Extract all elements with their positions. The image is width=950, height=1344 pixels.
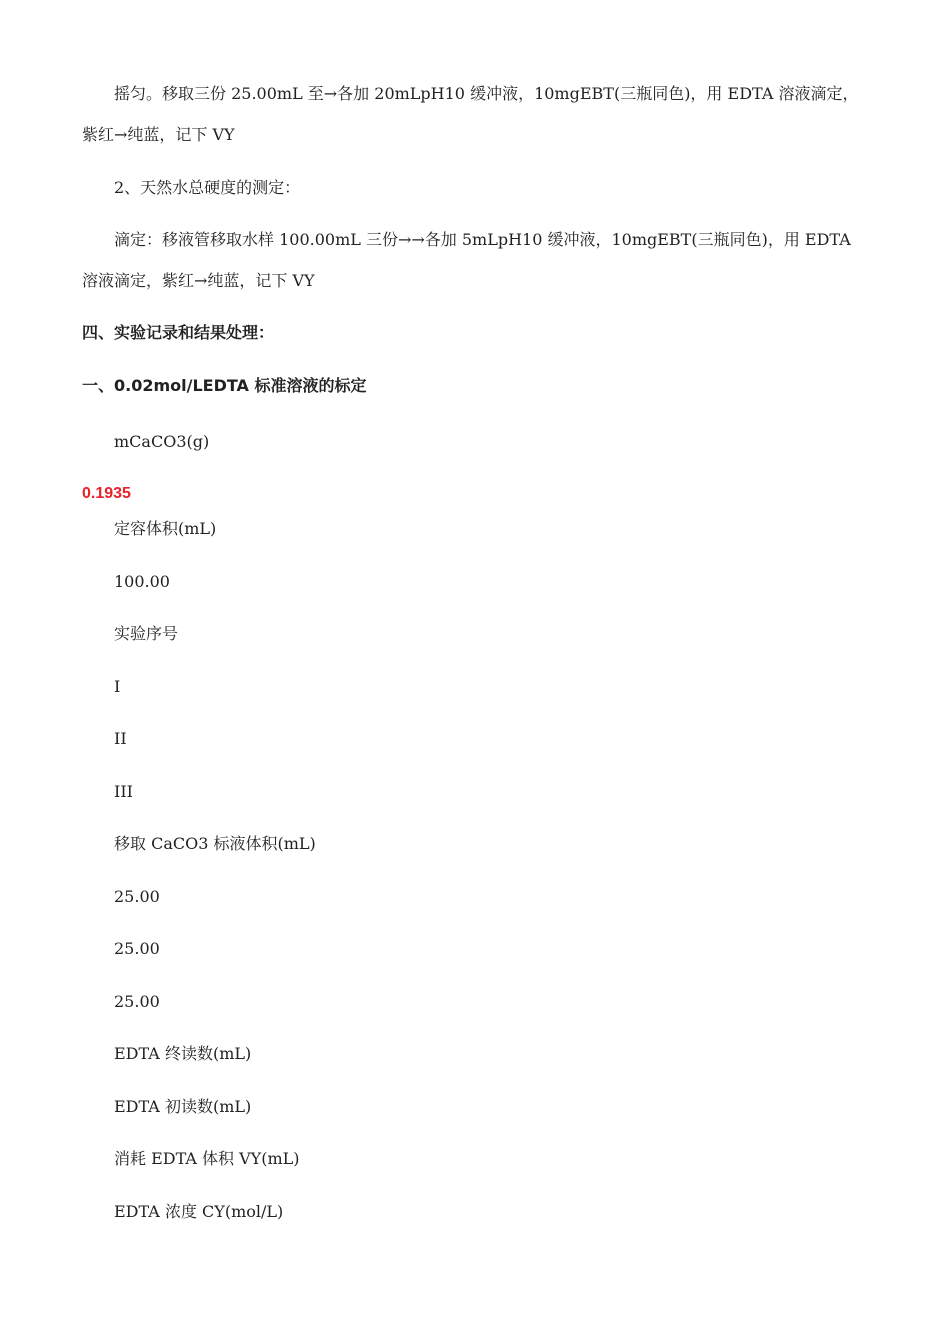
paragraph-titration-line-1: 摇匀。移取三份 25.00mL 至→各加 20mLpH10 缓冲液，10mgEBT(三瓶同色)，用 EDTA 溶液滴定， bbox=[114, 84, 859, 103]
item-trial-2: II bbox=[114, 729, 127, 748]
item-edta-initial-reading: EDTA 初读数(mL) bbox=[114, 1097, 252, 1116]
item-mass-caco3: mCaCO3(g) bbox=[114, 432, 210, 451]
item-caco3-volume-2: 25.00 bbox=[114, 939, 160, 958]
item-volume-label: 定容体积(mL) bbox=[114, 519, 217, 538]
paragraph-sample-titration-line-2: 溶液滴定，紫红→纯蓝，记下 VY bbox=[82, 271, 315, 290]
paragraph-titration-line-2: 紫红→纯蓝，记下 VY bbox=[82, 125, 235, 144]
paragraph-sample-titration-line-1: 滴定：移液管移取水样 100.00mL 三份→→各加 5mLpH10 缓冲液，10mgEBT(三瓶同色)，用 EDTA bbox=[114, 230, 851, 249]
highlighted-value: 0.1935 bbox=[82, 485, 131, 502]
subsection-heading-edta-standardization: 一、0.02mol/LEDTA 标准溶液的标定 bbox=[82, 376, 367, 395]
item-edta-concentration: EDTA 浓度 CY(mol/L) bbox=[114, 1202, 284, 1221]
item-trial-1: I bbox=[114, 677, 121, 696]
item-edta-final-reading: EDTA 终读数(mL) bbox=[114, 1044, 252, 1063]
paragraph-hardness-heading: 2、天然水总硬度的测定： bbox=[114, 178, 301, 197]
item-edta-consumed-volume: 消耗 EDTA 体积 VY(mL) bbox=[114, 1149, 300, 1168]
item-experiment-number: 实验序号 bbox=[114, 624, 179, 643]
section-heading-records: 四、实验记录和结果处理： bbox=[82, 323, 275, 342]
item-caco3-volume-1: 25.00 bbox=[114, 887, 160, 906]
item-volume-value: 100.00 bbox=[114, 572, 170, 591]
item-caco3-volume-label: 移取 CaCO3 标液体积(mL) bbox=[114, 834, 316, 853]
item-caco3-volume-3: 25.00 bbox=[114, 992, 160, 1011]
item-trial-3: III bbox=[114, 782, 133, 801]
